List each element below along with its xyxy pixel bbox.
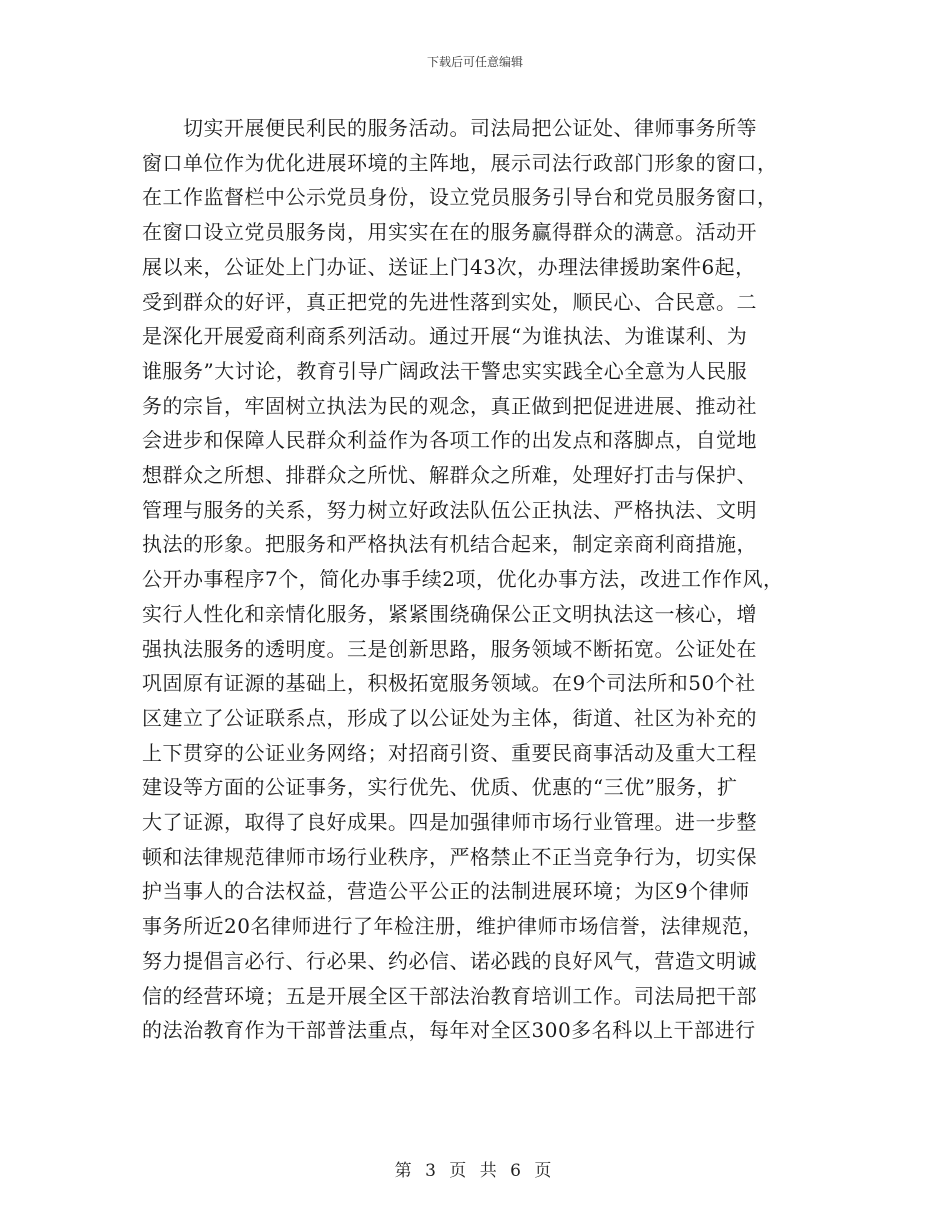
text-line: 受到群众的好评，真正把党的先进性落到实处，顺民心、合民意。二 [142, 289, 757, 314]
page-header: 下载后可任意编辑 [426, 55, 523, 69]
text-line: 务的宗旨，牢固树立执法为民的观念，真正做到把促进进展、推动社 [142, 393, 757, 418]
text-line: 信的经营环境；五是开展全区干部法治教育培训工作。司法局把干部 [142, 983, 757, 1008]
text-line: 区建立了公证联系点，形成了以公证处为主体，街道、社区为补充的 [142, 705, 757, 730]
text-line: 实行人性化和亲情化服务，紧紧围绕确保公正文明执法这一核心，增 [142, 601, 757, 626]
text-line: 想群众之所想、排群众之所忧、解群众之所难，处理好打击与保护、 [142, 463, 757, 488]
text-line: 是深化开展爱商利商系列活动。通过开展“为谁执法、为谁谋利、为 [142, 324, 748, 349]
text-line: 上下贯穿的公证业务网络；对招商引资、重要民商事活动及重大工程 [142, 740, 757, 765]
text-line: 的法治教育作为干部普法重点，每年对全区300多名科以上干部进行 [142, 1018, 756, 1043]
text-line: 在窗口设立党员服务岗，用实实在在的服务赢得群众的满意。活动开 [142, 220, 757, 245]
text-line: 强执法服务的透明度。三是创新思路，服务领域不断拓宽。公证处在 [142, 636, 757, 661]
text-line: 公开办事程序7个，简化办事手续2项，优化办事方法，改进工作作风， [142, 567, 784, 592]
text-line: 会进步和保障人民群众利益作为各项工作的出发点和落脚点，自觉地 [142, 428, 757, 453]
text-line: 管理与服务的关系，努力树立好政法队伍公正执法、严格执法、文明 [142, 497, 757, 522]
text-line: 巩固原有证源的基础上，积极拓宽服务领域。在9个司法所和50个社 [142, 671, 756, 696]
text-line: 谁服务”大讨论，教育引导广阔政法干警忠实实践全心全意为人民服 [142, 358, 748, 383]
text-line: 护当事人的合法权益，营造公平公正的法制进展环境；为区9个律师 [142, 879, 750, 904]
page-footer: 第 3 页 共 6 页 [394, 1161, 556, 1181]
text-line: 努力提倡言必行、行必果、约必信、诺必践的良好风气，营造文明诚 [142, 948, 757, 973]
text-line: 建设等方面的公证事务，实行优先、优质、优惠的“三优”服务，扩 [142, 775, 738, 800]
text-line: 执法的形象。把服务和严格执法有机结合起来，制定亲商利商措施， [142, 532, 757, 557]
text-line: 切实开展便民利民的服务活动。司法局把公证处、律师事务所等 [142, 116, 757, 140]
body-paragraph [142, 111, 802, 1048]
text-line: 在工作监督栏中公示党员身份，设立党员服务引导台和党员服务窗口， [142, 185, 778, 210]
text-line: 展以来，公证处上门办证、送证上门43次，办理法律援助案件6起， [142, 254, 756, 279]
text-line: 大了证源，取得了良好成果。四是加强律师市场行业管理。进一步整 [142, 810, 757, 835]
text-line: 顿和法律规范律师市场行业秩序，严格禁止不正当竞争行为，切实保 [142, 844, 757, 869]
text-line: 事务所近20名律师进行了年检注册，维护律师市场信誉，法律规范， [142, 914, 763, 939]
text-line: 窗口单位作为优化进展环境的主阵地，展示司法行政部门形象的窗口， [142, 150, 778, 175]
